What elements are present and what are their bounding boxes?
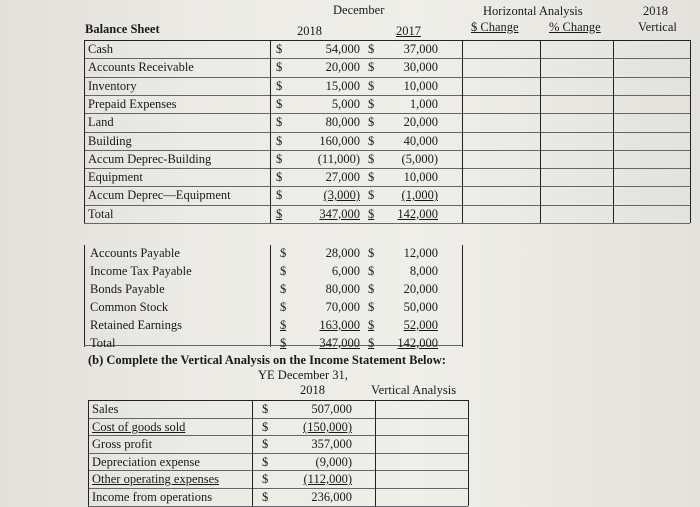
value-2018: 347,000 xyxy=(319,207,360,221)
currency-symbol: $ xyxy=(280,300,287,314)
currency-symbol: $ xyxy=(276,42,283,56)
grid-line xyxy=(375,400,376,506)
grid-line xyxy=(84,40,690,41)
col-2018-label: 2018 xyxy=(297,24,322,38)
header-dollar-change: $ Change xyxy=(471,20,519,34)
header-december: December xyxy=(333,3,385,17)
currency-symbol: $ xyxy=(368,318,375,332)
value-2018: 160,000 xyxy=(319,134,360,148)
currency-symbol: $ xyxy=(276,79,283,93)
row-label: Inventory xyxy=(88,79,137,93)
row-label: Bonds Payable xyxy=(90,282,165,296)
part-b-instruction: (b) Complete the Vertical Analysis on the Income Statement Below: xyxy=(88,353,446,367)
grid-line xyxy=(84,186,690,187)
grid-line xyxy=(690,40,691,223)
grid-line xyxy=(88,488,468,489)
currency-symbol: $ xyxy=(262,455,269,469)
value-2017: 40,000 xyxy=(403,134,438,148)
value-2017: 20,000 xyxy=(403,282,438,296)
currency-symbol: $ xyxy=(276,134,283,148)
currency-symbol: $ xyxy=(280,282,287,296)
currency-symbol: $ xyxy=(280,246,287,260)
currency-symbol: $ xyxy=(368,336,375,350)
value-2018: 357,000 xyxy=(311,437,352,451)
value-2018: 163,000 xyxy=(319,318,360,332)
currency-symbol: $ xyxy=(368,300,375,314)
value-2017: 10,000 xyxy=(403,79,438,93)
grid-line xyxy=(84,205,690,206)
currency-symbol: $ xyxy=(276,60,283,74)
row-label: Prepaid Expenses xyxy=(88,97,177,111)
row-label: Depreciation expense xyxy=(92,455,200,469)
value-2017: 1,000 xyxy=(409,97,438,111)
value-2017: 8,000 xyxy=(409,264,438,278)
value-2017: 52,000 xyxy=(403,318,438,332)
value-2017: 142,000 xyxy=(397,336,438,350)
value-2017: 20,000 xyxy=(403,115,438,129)
value-2018: 54,000 xyxy=(325,42,360,56)
currency-symbol: $ xyxy=(276,207,283,221)
currency-symbol: $ xyxy=(368,188,375,202)
currency-symbol: $ xyxy=(368,134,375,148)
grid-line xyxy=(84,223,690,224)
grid-line xyxy=(88,418,468,419)
currency-symbol: $ xyxy=(276,152,283,166)
currency-symbol: $ xyxy=(276,115,283,129)
currency-symbol: $ xyxy=(280,336,287,350)
grid-line xyxy=(84,40,85,223)
grid-line xyxy=(468,400,469,506)
currency-symbol: $ xyxy=(368,42,375,56)
value-2018: 347,000 xyxy=(319,336,360,350)
value-2018: 20,000 xyxy=(325,60,360,74)
value-2017: 10,000 xyxy=(403,170,438,184)
value-2018: 507,000 xyxy=(311,402,352,416)
grid-line xyxy=(84,77,690,78)
value-2018: 6,000 xyxy=(331,264,360,278)
currency-symbol: $ xyxy=(368,264,375,278)
value-2018: 27,000 xyxy=(325,170,360,184)
value-2018: (3,000) xyxy=(323,188,360,202)
currency-symbol: $ xyxy=(368,79,375,93)
value-2018: 28,000 xyxy=(325,246,360,260)
currency-symbol: $ xyxy=(280,264,287,278)
value-2017: 37,000 xyxy=(403,42,438,56)
header-2018-top: 2018 xyxy=(643,4,668,18)
grid-line xyxy=(613,40,614,223)
value-2017: (5,000) xyxy=(401,152,438,166)
row-label: Land xyxy=(88,115,114,129)
row-label: Income from operations xyxy=(92,490,213,504)
currency-symbol: $ xyxy=(368,152,375,166)
row-label: Income Tax Payable xyxy=(90,264,192,278)
currency-symbol: $ xyxy=(280,318,287,332)
grid-line xyxy=(462,40,463,223)
value-2017: 50,000 xyxy=(403,300,438,314)
value-2018: (150,000) xyxy=(303,420,352,434)
part-b-col-2018: 2018 xyxy=(300,383,325,397)
grid-line xyxy=(84,58,690,59)
grid-line xyxy=(88,400,89,506)
grid-line xyxy=(462,245,463,347)
value-2017: 142,000 xyxy=(397,207,438,221)
grid-line xyxy=(84,168,690,169)
currency-symbol: $ xyxy=(276,170,283,184)
grid-line xyxy=(84,132,690,133)
grid-line xyxy=(84,113,690,114)
currency-symbol: $ xyxy=(368,207,375,221)
row-label: Accounts Payable xyxy=(90,246,180,260)
grid-line xyxy=(88,453,468,454)
grid-line xyxy=(84,245,85,347)
value-2018: 80,000 xyxy=(325,282,360,296)
part-b-period: YE December 31, xyxy=(258,368,348,382)
value-2018: (11,000) xyxy=(317,152,360,166)
currency-symbol: $ xyxy=(368,282,375,296)
currency-symbol: $ xyxy=(368,97,375,111)
grid-line xyxy=(270,245,271,347)
grid-line xyxy=(252,400,253,506)
grid-line xyxy=(270,40,271,223)
row-label: Accounts Receivable xyxy=(88,60,194,74)
currency-symbol: $ xyxy=(368,246,375,260)
value-2017: (1,000) xyxy=(401,188,438,202)
value-2018: 80,000 xyxy=(325,115,360,129)
row-label: Total xyxy=(88,207,114,221)
grid-line xyxy=(84,95,690,96)
row-label: Building xyxy=(88,134,132,148)
grid-line xyxy=(88,435,468,436)
header-pct-change: % Change xyxy=(549,20,601,34)
currency-symbol: $ xyxy=(262,472,269,486)
row-label: Accum Deprec—Equipment xyxy=(88,188,231,202)
row-label: Gross profit xyxy=(92,437,153,451)
currency-symbol: $ xyxy=(262,402,269,416)
value-2018: 15,000 xyxy=(325,79,360,93)
value-2018: (112,000) xyxy=(303,472,352,486)
grid-line xyxy=(88,400,468,401)
row-label: Cost of goods sold xyxy=(92,420,186,434)
col-2017-label: 2017 xyxy=(396,24,421,38)
currency-symbol: $ xyxy=(276,97,283,111)
grid-line xyxy=(88,470,468,471)
value-2017: 12,000 xyxy=(403,246,438,260)
currency-symbol: $ xyxy=(368,170,375,184)
row-label: Sales xyxy=(92,402,119,416)
currency-symbol: $ xyxy=(262,490,269,504)
row-label: Retained Earnings xyxy=(90,318,182,332)
header-horizontal-analysis: Horizontal Analysis xyxy=(483,4,583,18)
value-2018: 5,000 xyxy=(331,97,360,111)
row-label: Common Stock xyxy=(90,300,169,314)
header-vertical: Vertical xyxy=(638,20,677,34)
currency-symbol: $ xyxy=(368,60,375,74)
row-label: Cash xyxy=(88,42,113,56)
currency-symbol: $ xyxy=(262,420,269,434)
grid-line xyxy=(540,40,541,223)
value-2018: (9,000) xyxy=(315,455,352,469)
value-2018: 70,000 xyxy=(325,300,360,314)
value-2017: 30,000 xyxy=(403,60,438,74)
row-label: Accum Deprec-Building xyxy=(88,152,212,166)
balance-sheet-title: Balance Sheet xyxy=(85,22,160,36)
value-2018: 236,000 xyxy=(311,490,352,504)
grid-line xyxy=(84,150,690,151)
part-b-vertical-analysis: Vertical Analysis xyxy=(371,383,457,397)
currency-symbol: $ xyxy=(262,437,269,451)
currency-symbol: $ xyxy=(368,115,375,129)
currency-symbol: $ xyxy=(276,188,283,202)
row-label: Other operating expenses xyxy=(92,472,220,486)
row-label: Total xyxy=(90,336,116,350)
row-label: Equipment xyxy=(88,170,143,184)
